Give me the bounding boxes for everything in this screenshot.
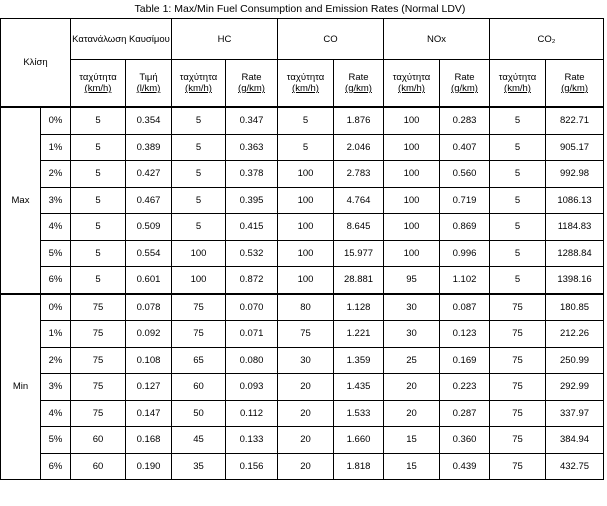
table-row <box>1 240 604 267</box>
slope-cell: 2% <box>41 161 71 188</box>
value-cell: 4.764 <box>334 187 384 214</box>
value-cell: 0.112 <box>226 400 278 427</box>
value-cell: 5 <box>172 107 226 134</box>
value-cell: 5 <box>278 134 334 161</box>
table-caption: Table 1: Max/Min Fuel Consumption and Emission Rates (Normal LDV) <box>134 3 466 15</box>
slope-cell: 3% <box>41 374 71 401</box>
value-cell: 20 <box>278 427 334 454</box>
value-cell: 905.17 <box>546 134 604 161</box>
nox-header: NOx <box>384 19 490 60</box>
value-cell: 1398.16 <box>546 267 604 294</box>
co-header: CO <box>278 19 384 60</box>
value-cell: 75 <box>71 321 126 348</box>
value-cell: 1.221 <box>334 321 384 348</box>
value-cell: 5 <box>490 107 546 134</box>
value-cell: 0.287 <box>440 400 490 427</box>
value-cell: 1288.84 <box>546 240 604 267</box>
value-cell: 30 <box>384 321 440 348</box>
value-cell: 75 <box>490 294 546 321</box>
sub-header-cell: ταχύτητα (km/h) <box>490 60 546 108</box>
slope-cell: 5% <box>41 427 71 454</box>
table-row <box>1 134 604 161</box>
value-cell: 0.560 <box>440 161 490 188</box>
value-cell: 60 <box>71 453 126 480</box>
value-cell: 180.85 <box>546 294 604 321</box>
value-cell: 8.645 <box>334 214 384 241</box>
value-cell: 5 <box>172 161 226 188</box>
value-cell: 100 <box>384 134 440 161</box>
value-cell: 100 <box>384 161 440 188</box>
value-cell: 75 <box>172 294 226 321</box>
value-cell: 1.435 <box>334 374 384 401</box>
value-cell: 5 <box>71 214 126 241</box>
value-cell: 0.147 <box>126 400 172 427</box>
value-cell: 5 <box>490 134 546 161</box>
value-cell: 1184.83 <box>546 214 604 241</box>
value-cell: 75 <box>490 347 546 374</box>
sub-header-cell: Rate (g/km) <box>226 60 278 108</box>
value-cell: 0.389 <box>126 134 172 161</box>
slope-cell: 6% <box>41 453 71 480</box>
value-cell: 30 <box>278 347 334 374</box>
value-cell: 0.363 <box>226 134 278 161</box>
value-cell: 28.881 <box>334 267 384 294</box>
value-cell: 75 <box>490 321 546 348</box>
value-cell: 15 <box>384 453 440 480</box>
table-row <box>1 453 604 480</box>
value-cell: 75 <box>172 321 226 348</box>
table-row <box>1 347 604 374</box>
value-cell: 20 <box>278 453 334 480</box>
value-cell: 60 <box>71 427 126 454</box>
value-cell: 0.532 <box>226 240 278 267</box>
value-cell: 65 <box>172 347 226 374</box>
value-cell: 0.719 <box>440 187 490 214</box>
value-cell: 100 <box>384 107 440 134</box>
value-cell: 20 <box>384 374 440 401</box>
value-cell: 100 <box>278 214 334 241</box>
value-cell: 0.395 <box>226 187 278 214</box>
value-cell: 5 <box>172 214 226 241</box>
value-cell: 0.087 <box>440 294 490 321</box>
value-cell: 100 <box>278 187 334 214</box>
sub-header-cell: ταχύτητα (km/h) <box>278 60 334 108</box>
co2-header: CO₂ <box>490 19 604 60</box>
emission-table <box>0 18 604 480</box>
value-cell: 0.354 <box>126 107 172 134</box>
value-cell: 337.97 <box>546 400 604 427</box>
value-cell: 0.133 <box>226 427 278 454</box>
value-cell: 5 <box>71 161 126 188</box>
sub-header-cell: ταχύτητα (km/h) <box>384 60 440 108</box>
value-cell: 45 <box>172 427 226 454</box>
value-cell: 1.102 <box>440 267 490 294</box>
sub-header-cell: ταχύτητα (km/h) <box>172 60 226 108</box>
value-cell: 384.94 <box>546 427 604 454</box>
table-row <box>1 107 604 134</box>
slope-cell: 0% <box>41 294 71 321</box>
value-cell: 0.509 <box>126 214 172 241</box>
value-cell: 0.071 <box>226 321 278 348</box>
value-cell: 1086.13 <box>546 187 604 214</box>
value-cell: 0.283 <box>440 107 490 134</box>
value-cell: 5 <box>71 134 126 161</box>
value-cell: 20 <box>384 400 440 427</box>
value-cell: 100 <box>278 267 334 294</box>
table-row <box>1 214 604 241</box>
slope-cell: 3% <box>41 187 71 214</box>
table-row <box>1 400 604 427</box>
value-cell: 292.99 <box>546 374 604 401</box>
hc-header: HC <box>172 19 278 60</box>
value-cell: 1.818 <box>334 453 384 480</box>
value-cell: 75 <box>71 400 126 427</box>
value-cell: 80 <box>278 294 334 321</box>
value-cell: 0.439 <box>440 453 490 480</box>
value-cell: 5 <box>490 214 546 241</box>
value-cell: 250.99 <box>546 347 604 374</box>
value-cell: 60 <box>172 374 226 401</box>
value-cell: 5 <box>172 134 226 161</box>
value-cell: 1.533 <box>334 400 384 427</box>
value-cell: 0.554 <box>126 240 172 267</box>
table-row <box>1 321 604 348</box>
value-cell: 0.467 <box>126 187 172 214</box>
value-cell: 212.26 <box>546 321 604 348</box>
value-cell: 432.75 <box>546 453 604 480</box>
value-cell: 0.872 <box>226 267 278 294</box>
value-cell: 100 <box>278 161 334 188</box>
value-cell: 5 <box>490 240 546 267</box>
value-cell: 75 <box>490 453 546 480</box>
value-cell: 0.078 <box>126 294 172 321</box>
value-cell: 0.080 <box>226 347 278 374</box>
slope-cell: 4% <box>41 400 71 427</box>
value-cell: 5 <box>490 161 546 188</box>
value-cell: 25 <box>384 347 440 374</box>
value-cell: 2.046 <box>334 134 384 161</box>
sub-header-cell: Rate (g/km) <box>440 60 490 108</box>
table-row <box>1 294 604 321</box>
value-cell: 75 <box>71 347 126 374</box>
value-cell: 5 <box>71 107 126 134</box>
value-cell: 0.360 <box>440 427 490 454</box>
group-label: Min <box>1 294 41 480</box>
sub-header-cell: Τιμή (l/km) <box>126 60 172 108</box>
value-cell: 0.070 <box>226 294 278 321</box>
value-cell: 822.71 <box>546 107 604 134</box>
value-cell: 75 <box>490 374 546 401</box>
sub-header-cell: ταχύτητα (km/h) <box>71 60 126 108</box>
fuel-header: Κατανάλωση Καυσίμου <box>71 19 172 60</box>
value-cell: 0.223 <box>440 374 490 401</box>
value-cell: 0.415 <box>226 214 278 241</box>
value-cell: 0.127 <box>126 374 172 401</box>
slope-cell: 4% <box>41 214 71 241</box>
value-cell: 0.427 <box>126 161 172 188</box>
slope-cell: 1% <box>41 321 71 348</box>
value-cell: 2.783 <box>334 161 384 188</box>
value-cell: 0.347 <box>226 107 278 134</box>
value-cell: 50 <box>172 400 226 427</box>
table-row <box>1 427 604 454</box>
value-cell: 0.996 <box>440 240 490 267</box>
value-cell: 35 <box>172 453 226 480</box>
sub-header-cell: Rate (g/km) <box>334 60 384 108</box>
slope-cell: 1% <box>41 134 71 161</box>
slope-cell: 0% <box>41 107 71 134</box>
value-cell: 0.601 <box>126 267 172 294</box>
table-row <box>1 187 604 214</box>
slope-header: Κλίση <box>1 19 71 108</box>
value-cell: 5 <box>172 187 226 214</box>
slope-cell: 5% <box>41 240 71 267</box>
value-cell: 5 <box>71 187 126 214</box>
value-cell: 100 <box>172 267 226 294</box>
value-cell: 75 <box>278 321 334 348</box>
value-cell: 1.359 <box>334 347 384 374</box>
value-cell: 5 <box>278 107 334 134</box>
group-label: Max <box>1 107 41 294</box>
sub-header-cell: Rate (g/km) <box>546 60 604 108</box>
value-cell: 0.156 <box>226 453 278 480</box>
value-cell: 0.108 <box>126 347 172 374</box>
value-cell: 0.190 <box>126 453 172 480</box>
table-row <box>1 161 604 188</box>
value-cell: 0.123 <box>440 321 490 348</box>
value-cell: 75 <box>71 294 126 321</box>
value-cell: 992.98 <box>546 161 604 188</box>
value-cell: 15.977 <box>334 240 384 267</box>
value-cell: 100 <box>384 240 440 267</box>
value-cell: 5 <box>490 187 546 214</box>
value-cell: 100 <box>172 240 226 267</box>
value-cell: 20 <box>278 374 334 401</box>
value-cell: 75 <box>490 400 546 427</box>
value-cell: 0.407 <box>440 134 490 161</box>
value-cell: 5 <box>71 240 126 267</box>
value-cell: 5 <box>71 267 126 294</box>
value-cell: 95 <box>384 267 440 294</box>
value-cell: 75 <box>490 427 546 454</box>
table-row <box>1 374 604 401</box>
value-cell: 1.128 <box>334 294 384 321</box>
value-cell: 1.876 <box>334 107 384 134</box>
value-cell: 0.168 <box>126 427 172 454</box>
value-cell: 100 <box>384 187 440 214</box>
value-cell: 0.169 <box>440 347 490 374</box>
value-cell: 0.092 <box>126 321 172 348</box>
value-cell: 0.093 <box>226 374 278 401</box>
value-cell: 1.660 <box>334 427 384 454</box>
value-cell: 5 <box>490 267 546 294</box>
value-cell: 100 <box>384 214 440 241</box>
table-row <box>1 267 604 294</box>
value-cell: 75 <box>71 374 126 401</box>
value-cell: 0.869 <box>440 214 490 241</box>
slope-cell: 6% <box>41 267 71 294</box>
value-cell: 100 <box>278 240 334 267</box>
value-cell: 15 <box>384 427 440 454</box>
value-cell: 0.378 <box>226 161 278 188</box>
slope-cell: 2% <box>41 347 71 374</box>
value-cell: 20 <box>278 400 334 427</box>
value-cell: 30 <box>384 294 440 321</box>
